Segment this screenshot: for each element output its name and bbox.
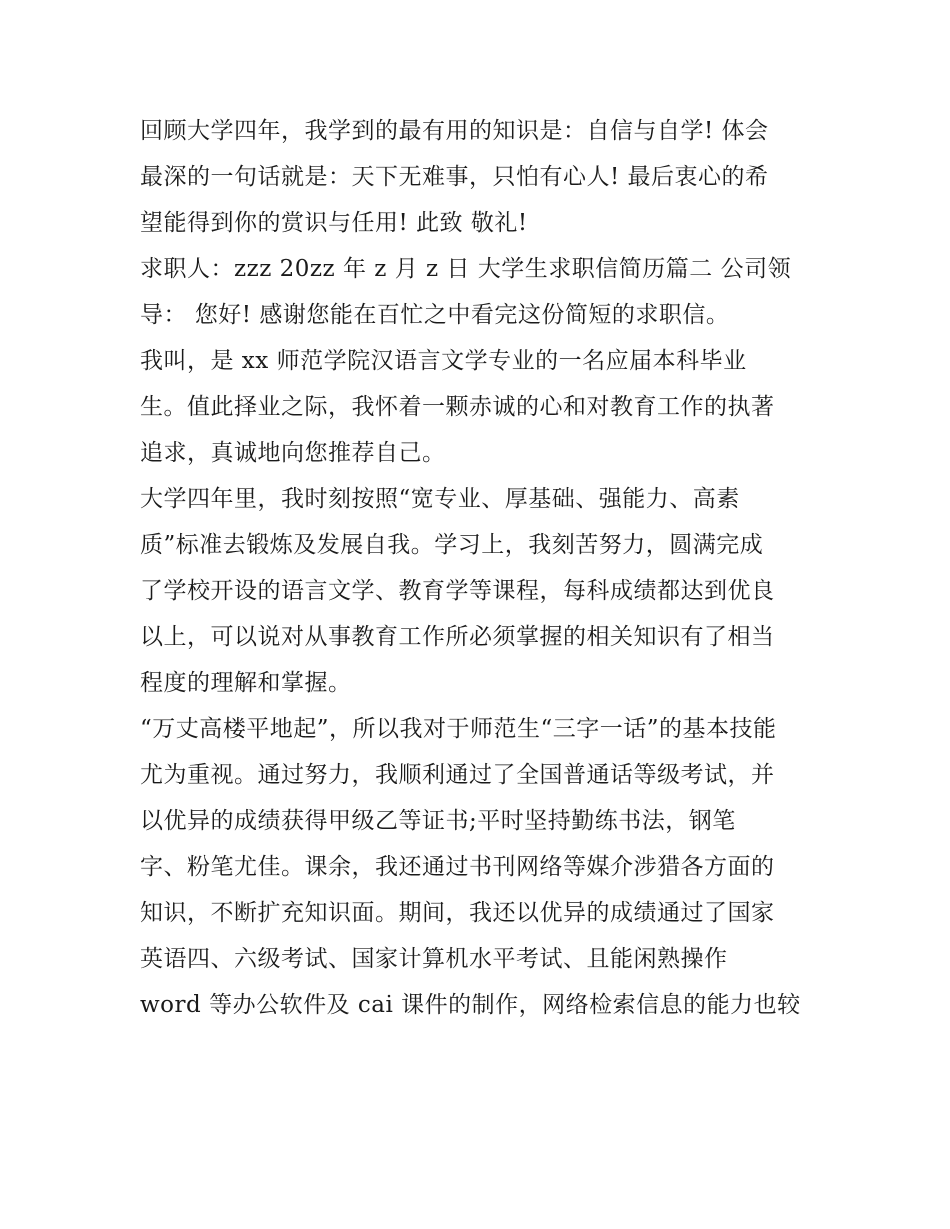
text-line: 知识，不断扩充知识面。期间，我还以优异的成绩通过了国家 [140,900,775,926]
text-line: 大学四年里，我时刻按照“宽专业、厚基础、强能力、高素 [140,486,740,512]
text-line: 生。值此择业之际，我怀着一颗赤诚的心和对教育工作的执著 [140,394,775,420]
text-line: 最深的一句话就是：天下无难事，只怕有心人! 最后衷心的希 [140,164,769,190]
text-line: 以优异的成绩获得甲级乙等证书;平时坚持勤练书法，钢笔 [140,808,736,834]
text-line: 望能得到你的赏识与任用! 此致 敬礼! [140,210,528,236]
text-line: 追求，真诚地向您推荐自己。 [140,440,446,466]
text-line: 了学校开设的语言文学、教育学等课程，每科成绩都达到优良 [140,578,775,604]
text-line: 质”标准去锻炼及发展自我。学习上，我刻苦努力，圆满完成 [140,532,764,558]
text-line: 求职人：zzz 20zz 年 z 月 z 日 大学生求职信简历篇二 公司领 [140,256,792,282]
text-line: 程度的理解和掌握。 [140,670,352,696]
text-line: word 等办公软件及 cai 课件的制作，网络检索信息的能力也较 [140,992,801,1018]
text-line: 我叫，是 xx 师范学院汉语言文学专业的一名应届本科毕业 [140,348,747,374]
body-text [140,108,820,1028]
text-line: 尤为重视。通过努力，我顺利通过了全国普通话等级考试，并 [140,762,775,788]
text-line: 字、粉笔尤佳。课余，我还通过书刊网络等媒介涉猎各方面的 [140,854,775,880]
text-line: 以上，可以说对从事教育工作所必须掌握的相关知识有了相当 [140,624,775,650]
text-line: 英语四、六级考试、国家计算机水平考试、且能闲熟操作 [140,946,728,972]
text-line: 导： 您好! 感谢您能在百忙之中看完这份简短的求职信。 [140,302,730,328]
text-line: “万丈高楼平地起”，所以我对于师范生“三字一话”的基本技能 [140,716,777,742]
text-line: 回顾大学四年，我学到的最有用的知识是：自信与自学! 体会 [140,118,769,144]
